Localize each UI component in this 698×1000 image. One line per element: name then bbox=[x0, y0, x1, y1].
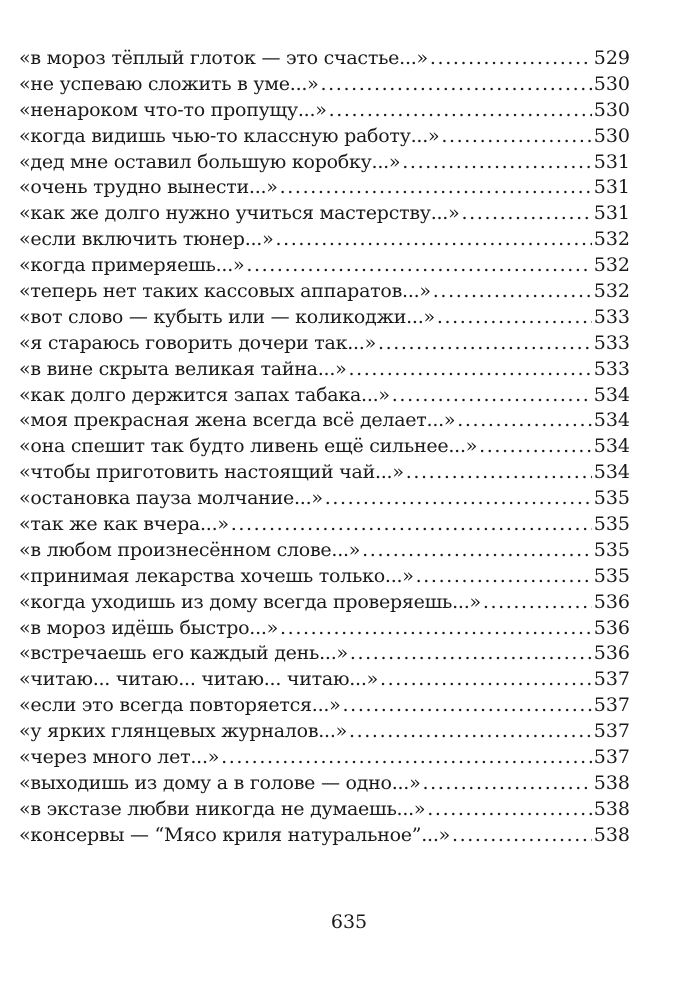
dot-leader bbox=[422, 771, 591, 797]
toc-entry bbox=[19, 201, 630, 227]
toc-entry-page: 534 bbox=[593, 409, 630, 432]
toc-entry-page: 536 bbox=[593, 642, 630, 665]
toc-entry bbox=[19, 771, 630, 797]
toc-entry-title: «я стараюсь говорить дочери так...» bbox=[19, 331, 376, 354]
dot-leader bbox=[221, 745, 592, 771]
dot-leader bbox=[441, 124, 591, 150]
toc-entry bbox=[19, 227, 630, 253]
toc-entry-title: «когда видишь чью-то классную работу...» bbox=[19, 124, 440, 147]
toc-entry-page: 529 bbox=[593, 47, 630, 69]
toc-entry-title: «принимая лекарства хочешь только...» bbox=[19, 564, 414, 587]
toc-entry-title: «не успеваю сложить в уме...» bbox=[19, 72, 319, 95]
dot-leader bbox=[350, 641, 592, 667]
toc-entry-title: «читаю... читаю... читаю... читаю...» bbox=[19, 668, 379, 691]
dot-leader bbox=[427, 797, 591, 823]
toc-entry bbox=[19, 383, 630, 409]
toc-entry-title: «так же как вчера...» bbox=[19, 513, 229, 536]
toc-entry-page: 537 bbox=[593, 746, 630, 769]
toc-entry bbox=[19, 693, 630, 719]
dot-leader bbox=[329, 98, 592, 124]
toc-entry-title: «очень трудно вынести...» bbox=[19, 176, 278, 199]
toc-entry-page: 534 bbox=[593, 383, 630, 406]
toc-entry-page: 536 bbox=[593, 590, 630, 613]
toc-entry-title: «в мороз идёшь быстро...» bbox=[19, 616, 279, 639]
dot-leader bbox=[343, 693, 592, 719]
toc-entry-page: 537 bbox=[593, 668, 630, 691]
dot-leader bbox=[461, 201, 591, 227]
dot-leader bbox=[380, 667, 592, 693]
toc-entry bbox=[19, 434, 630, 460]
toc-entry-page: 531 bbox=[593, 176, 630, 199]
toc-entry-page: 533 bbox=[593, 305, 630, 328]
toc-entry-title: «теперь нет таких кассовых аппаратов...» bbox=[19, 280, 431, 303]
dot-leader bbox=[280, 616, 592, 642]
dot-leader bbox=[452, 823, 592, 849]
toc-entry-title: «моя прекрасная жена всегда всё делает...» bbox=[19, 409, 456, 432]
toc-entry bbox=[19, 460, 630, 486]
toc-entry-page: 530 bbox=[593, 72, 630, 95]
dot-leader bbox=[246, 253, 591, 279]
dot-leader bbox=[430, 46, 592, 72]
toc-entry-page: 531 bbox=[593, 150, 630, 173]
toc-entry-page: 533 bbox=[593, 331, 630, 354]
toc-entry-title: «когда примеряешь...» bbox=[19, 254, 245, 277]
toc-entry bbox=[19, 72, 630, 98]
toc-entry-title: «остановка пауза молчание...» bbox=[19, 487, 323, 510]
dot-leader bbox=[349, 719, 592, 745]
toc-entry-title: «чтобы приготовить настоящий чай...» bbox=[19, 461, 404, 484]
toc-entry-title: «встречаешь его каждый день...» bbox=[19, 642, 348, 665]
dot-leader bbox=[402, 150, 591, 176]
dot-leader bbox=[280, 175, 592, 201]
toc-entry bbox=[19, 564, 630, 590]
toc-entry bbox=[19, 253, 630, 279]
dot-leader bbox=[457, 408, 591, 434]
toc-entry bbox=[19, 823, 630, 849]
toc-entry-title: «через много лет...» bbox=[19, 746, 220, 769]
toc-entry bbox=[19, 357, 630, 383]
toc-entry-page: 530 bbox=[593, 98, 630, 121]
toc-entry-page: 532 bbox=[593, 280, 630, 303]
toc-entry-title: «если это всегда повторяется...» bbox=[19, 694, 341, 717]
toc-entry bbox=[19, 616, 630, 642]
dot-leader bbox=[325, 486, 592, 512]
toc-entry bbox=[19, 486, 630, 512]
toc-entry-page: 531 bbox=[593, 202, 630, 225]
toc-entry-page: 535 bbox=[593, 487, 630, 510]
toc-entry-page: 530 bbox=[593, 124, 630, 147]
toc-entry-title: «выходишь из дому а в голове — одно...» bbox=[19, 771, 421, 794]
toc-entry bbox=[19, 150, 630, 176]
toc-entry bbox=[19, 279, 630, 305]
toc-entry-page: 535 bbox=[593, 538, 630, 561]
toc-entry bbox=[19, 305, 630, 331]
toc-entry-title: «консервы — “Мясо криля натуральное”...» bbox=[19, 823, 451, 846]
toc-entry-page: 538 bbox=[593, 771, 630, 794]
toc-entry bbox=[19, 641, 630, 667]
toc-entry-title: «дед мне оставил большую коробку...» bbox=[19, 150, 401, 173]
dot-leader bbox=[275, 227, 591, 253]
page-number: 635 bbox=[330, 911, 368, 933]
toc-entry-page: 535 bbox=[593, 513, 630, 536]
toc-entry-page: 532 bbox=[593, 254, 630, 277]
toc-entry-title: «если включить тюнер...» bbox=[19, 228, 274, 251]
toc-entry-title: «как же долго нужно учиться мастерству...» bbox=[19, 202, 460, 225]
toc-entry-title: «в вине скрыта великая тайна...» bbox=[19, 357, 347, 380]
toc-entry-page: 533 bbox=[593, 357, 630, 380]
toc-entry-title: «ненароком что-то пропущу...» bbox=[19, 98, 327, 121]
dot-leader bbox=[231, 512, 592, 538]
toc-entry-page: 534 bbox=[593, 461, 630, 484]
dot-leader bbox=[416, 564, 592, 590]
toc-entry-page: 537 bbox=[593, 720, 630, 743]
toc-entry bbox=[19, 512, 630, 538]
dot-leader bbox=[433, 279, 592, 305]
toc-entry bbox=[19, 46, 630, 72]
toc-entry bbox=[19, 719, 630, 745]
toc-entry bbox=[19, 797, 630, 823]
toc-entry-page: 538 bbox=[593, 797, 630, 820]
toc-entry-title: «когда уходишь из дому всегда проверяешь...» bbox=[19, 590, 481, 613]
toc-entry-title: «в любом произнесённом слове...» bbox=[19, 538, 361, 561]
toc-entry bbox=[19, 331, 630, 357]
toc-entry bbox=[19, 590, 630, 616]
dot-leader bbox=[479, 434, 592, 460]
toc-entry bbox=[19, 175, 630, 201]
dot-leader bbox=[378, 331, 592, 357]
dot-leader bbox=[362, 538, 592, 564]
toc-entry-page: 536 bbox=[593, 616, 630, 639]
toc-entry-page: 535 bbox=[593, 564, 630, 587]
toc-entry-page: 532 bbox=[593, 228, 630, 251]
toc-entry-title: «как долго держится запах табака...» bbox=[19, 383, 390, 406]
toc-entry bbox=[19, 408, 630, 434]
toc-entry-page: 534 bbox=[593, 435, 630, 458]
toc-entry-title: «в мороз тёплый глоток — это счастье...» bbox=[19, 47, 428, 69]
toc-entry bbox=[19, 667, 630, 693]
toc-entry bbox=[19, 124, 630, 150]
toc-entry-title: «у ярких глянцевых журналов...» bbox=[19, 720, 348, 743]
dot-leader bbox=[392, 383, 592, 409]
toc-entry bbox=[19, 98, 630, 124]
dot-leader bbox=[406, 460, 592, 486]
toc-entry-title: «она спешит так будто ливень ещё сильнее...» bbox=[19, 435, 478, 458]
toc-entry bbox=[19, 745, 630, 771]
dot-leader bbox=[437, 305, 592, 331]
toc-entry-page: 537 bbox=[593, 694, 630, 717]
dot-leader bbox=[349, 357, 592, 383]
dot-leader bbox=[321, 72, 592, 98]
toc-entry-page: 538 bbox=[593, 823, 630, 846]
toc-entry bbox=[19, 538, 630, 564]
toc-entry-title: «вот слово — кубыть или — коликоджи...» bbox=[19, 305, 435, 328]
dot-leader bbox=[483, 590, 592, 616]
table-of-contents bbox=[19, 46, 630, 849]
toc-entry-title: «в экстазе любви никогда не думаешь...» bbox=[19, 797, 426, 820]
